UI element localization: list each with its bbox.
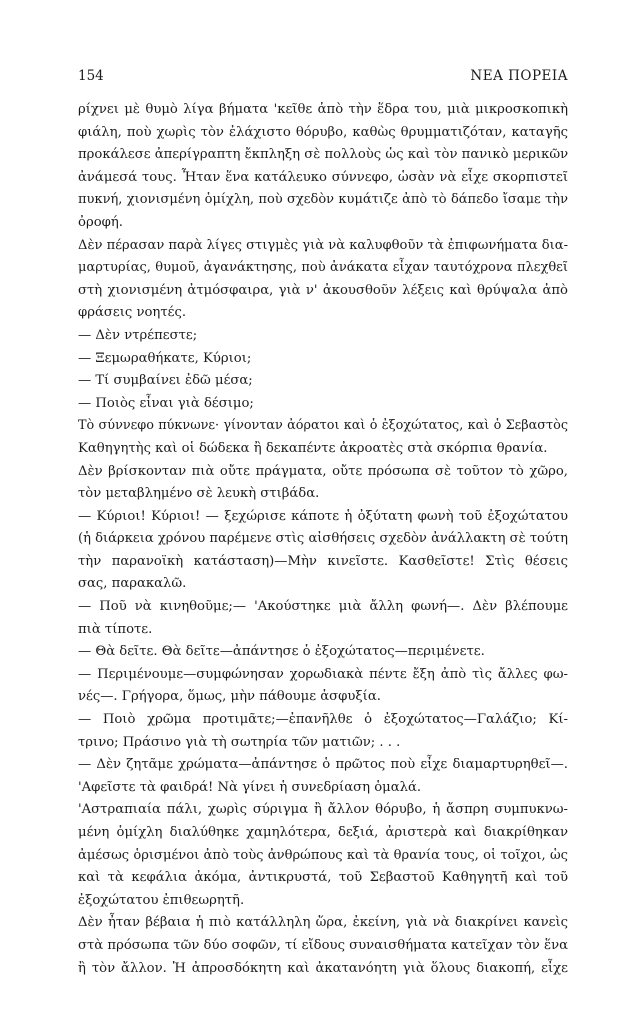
text-line: πιὰ τίποτε. (78, 621, 153, 637)
text-line: φράσεις νοητές. (78, 305, 187, 321)
text-line: ἢ τὸν ἄλλον. Ἡ ἀπροσδόκητη καὶ ἀκατανόητη γιὰ ὅλους διακοπή, εἶχε (78, 960, 568, 976)
body-text (78, 99, 568, 980)
text-line: προκάλεσε ἀπερίγραπτη ἔκπληξη σὲ πολλοὺς ὡς καὶ τὸν πανικὸ μερικῶν (78, 147, 568, 163)
text-line: ἀνάμεσά τους. Ἦταν ἕνα κατάλευκο σύννεφο, ὡσὰν νὰ εἶχε σκορπιστεῖ (78, 169, 568, 185)
text-line: φιάλη, ποὺ χωρὶς τὸν ἐλάχιστο θόρυβο, καθὼς θρυμματιζόταν, καταγῆς (78, 124, 568, 140)
text-line: ἀμέσως ὁρισμένοι ἀπὸ τοὺς ἀνθρώπους καὶ τὰ θρανία τους, οἱ τοῖχοι, ὡς (78, 847, 568, 863)
text-line: — Ποιὸ χρῶμα προτιμᾶτε;—ἐπανῆλθε ὁ ἐξοχώτατος—Γαλάζιο; Κί- (78, 712, 568, 728)
text-line: ὀροφή. (78, 214, 123, 230)
text-line: στὴ χιονισμένη ἀτμόσφαιρα, γιὰ ν' ἀκουσθοῦν λέξεις καὶ θρύψαλα ἀπὸ (78, 282, 568, 298)
text-line: ρίχνει μὲ θυμὸ λίγα βήματα 'κεῖθε ἀπὸ τὴν ἕδρα του, μιὰ μικροσκοπικὴ (78, 102, 568, 117)
text-line: τὸν μεταβλημένο σὲ λευκὴ στιβάδα. (78, 486, 320, 502)
text-line: σας, παρακαλῶ. (78, 576, 187, 592)
text-line: — Περιμένουμε—συμφώνησαν χορωδιακὰ πέντε ἔξη ἀπὸ τὶς ἄλλες φω- (78, 666, 568, 682)
text-line: Τὸ σύννεφο πύκνωνε· γίνονταν ἀόρατοι καὶ ὁ ἐξοχώτατος, καὶ ὁ Σεβαστὸς (78, 418, 568, 434)
text-line: μαρτυρίας, θυμοῦ, ἀγανάκτησης, ποὺ ἀνάκατα εἶχαν ταυτόχρονα πλεχθεῖ (78, 260, 568, 276)
text-line: — Ξεμωραθήκατε, Κύριοι; (78, 350, 252, 366)
text-line: — Δὲν ντρέπεστε; (78, 327, 198, 343)
text-line: στὰ πρόσωπα τῶν δύο σοφῶν, τί εἴδους συναισθήματα κατεῖχαν τὸν ἕνα (78, 937, 568, 953)
text-line: νές—. Γρήγορα, ὅμως, μὴν πάθουμε ἀσφυξία. (78, 689, 381, 705)
running-header (78, 66, 568, 86)
text-line: πυκνή, χιονισμένη ὁμίχλη, ποὺ σχεδὸν κυμάτιζε ἀπὸ τὸ δάπεδο ἴσαμε τὴν (78, 192, 568, 208)
page-number: 154 (78, 68, 104, 84)
text-line: — Δὲν ζητᾶμε χρώματα—ἀπάντησε ὁ πρῶτος ποὺ εἶχε διαμαρτυρηθεῖ—. (78, 757, 568, 773)
text-line: καὶ τὰ κεφάλια ἀκόμα, ἀντικρυστά, τοῦ Σεβαστοῦ Καθηγητῆ καὶ τοῦ (78, 870, 568, 886)
text-line: Δὲν ἦταν βέβαια ἡ πιὸ κατάλληλη ὥρα, ἐκείνη, γιὰ νὰ διακρίνει κανεὶς (78, 915, 568, 931)
text-line: τὴν παρανοϊκὴ κατάσταση)—Μὴν κινεῖστε. Κασθεῖστε! Στὶς θέσεις (78, 553, 568, 569)
text-line: — Κύριοι! Κύριοι! — ξεχώρισε κάποτε ἡ ὀξύτατη φωνὴ τοῦ ἐξοχώτατου (78, 508, 568, 524)
text-line: Καθηγητὴς καὶ οἱ δώδεκα ἢ δεκαπέντε ἀκροατὲς στὰ σκόρπια θρανία. (78, 440, 548, 456)
text-line: Δὲν βρίσκονταν πιὰ οὔτε πράγματα, οὔτε πρόσωπα σὲ τοῦτον τὸ χῶρο, (78, 463, 568, 479)
text-line: — Τί συμβαίνει ἐδῶ μέσα; (78, 373, 253, 389)
text-line: — Ποῦ νὰ κινηθοῦμε;— 'Ακούστηκε μιὰ ἄλλη φωνή—. Δὲν βλέπουμε (78, 599, 568, 615)
text-line: τρινο; Πράσινο γιὰ τὴ σωτηρία τῶν ματιῶν; . . . (78, 734, 401, 750)
text-line: — Ποιὸς εἶναι γιὰ δέσιμο; (78, 395, 254, 411)
text-line: 'Αστραπιαία πάλι, χωρὶς σύριγμα ἢ ἄλλον θόρυβο, ἡ ἄσπρη συμπυκνω- (78, 802, 568, 818)
text-line: Δὲν πέρασαν παρὰ λίγες στιγμὲς γιὰ νὰ καλυφθοῦν τὰ ἐπιφωνήματα δια- (78, 237, 568, 253)
text-line: μένη ὁμίχλη διαλύθηκε χαμηλότερα, δεξιά, ἀριστερὰ καὶ διακρίθηκαν (78, 825, 568, 840)
journal-title: ΝΕΑ ΠΟΡΕΙΑ (470, 68, 568, 84)
text-line: ἐξοχώτατου ἐπιθεωρητῆ. (78, 892, 245, 908)
text-line: 'Αφεῖστε τὰ φαιδρά! Νὰ γίνει ἡ συνεδρίαση ὁμαλά. (78, 779, 422, 795)
text-line: (ἡ διάρκεια χρόνου παρέμενε στὶς αἰσθήσεις σχεδὸν ἀνάλλακτη σὲ τούτη (78, 531, 568, 547)
text-line: — Θὰ δεῖτε. Θὰ δεῖτε—ἀπάντησε ὁ ἐξοχώτατος—περιμένετε. (78, 644, 485, 660)
